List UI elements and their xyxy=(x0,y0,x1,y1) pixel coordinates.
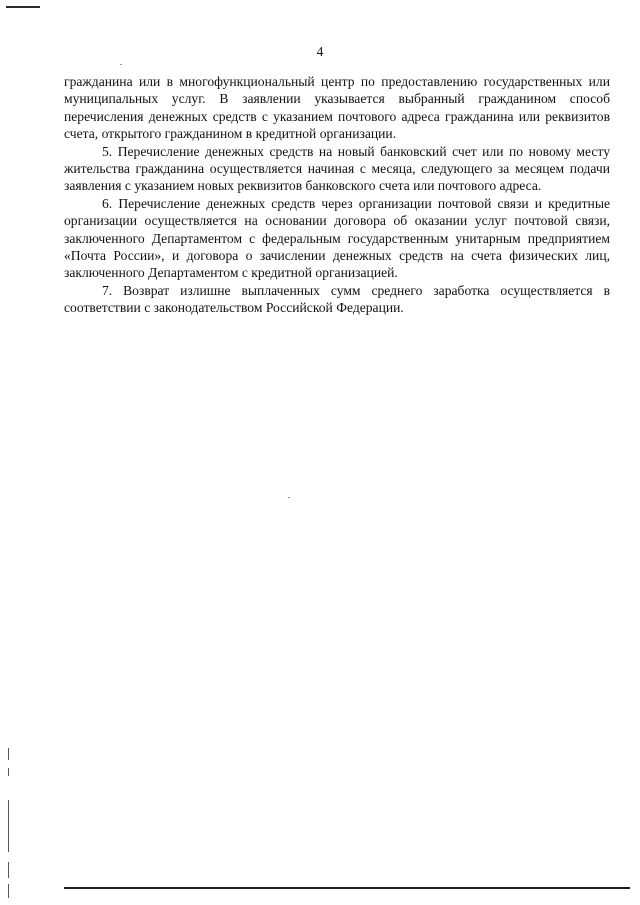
scan-speck xyxy=(120,64,122,65)
scan-margin-mark xyxy=(8,862,9,878)
paragraph-7: 7. Возврат излишне выплаченных сумм среднего заработка осуществляется в соответствии с законодательством Российской Федерации. xyxy=(64,282,610,316)
scan-margin-mark xyxy=(8,768,9,776)
scan-speck xyxy=(288,497,290,498)
page-number: 4 xyxy=(316,44,324,59)
paragraph-6: 6. Перечисление денежных средств через организации почтовой связи и кредитные организации осуществляется на основании договора об оказании услуг почтовой связи, заключенного Департаментом с федеральным государственным унитарным предприятием «Почта России», и договора о зачислении денежных средств на счета физических лиц, заключенного Департаментом с кредитной организацией. xyxy=(64,195,610,281)
scan-margin-mark xyxy=(8,884,9,898)
scan-margin-mark xyxy=(8,800,9,852)
scan-margin-mark xyxy=(8,748,9,760)
bottom-scan-edge xyxy=(64,887,630,889)
scan-artifact-line xyxy=(6,6,40,8)
paragraph-continuation: гражданина или в многофункциональный центр по предоставлению государственных или муниципальных услуг. В заявлении указывается выбранный гражданином способ перечисления денежных средств с указанием почтового адреса гражданина или реквизитов счета, открытого гражданином в кредитной организации. xyxy=(64,74,610,142)
paragraph-5: 5. Перечисление денежных средств на новый банковский счет или по новому месту жительства гражданина осуществляется начиная с месяца, следующего за месяцем подачи заявления с указанием новых реквизитов банковского счета или почтового адреса. xyxy=(64,143,610,194)
document-body xyxy=(64,73,610,317)
